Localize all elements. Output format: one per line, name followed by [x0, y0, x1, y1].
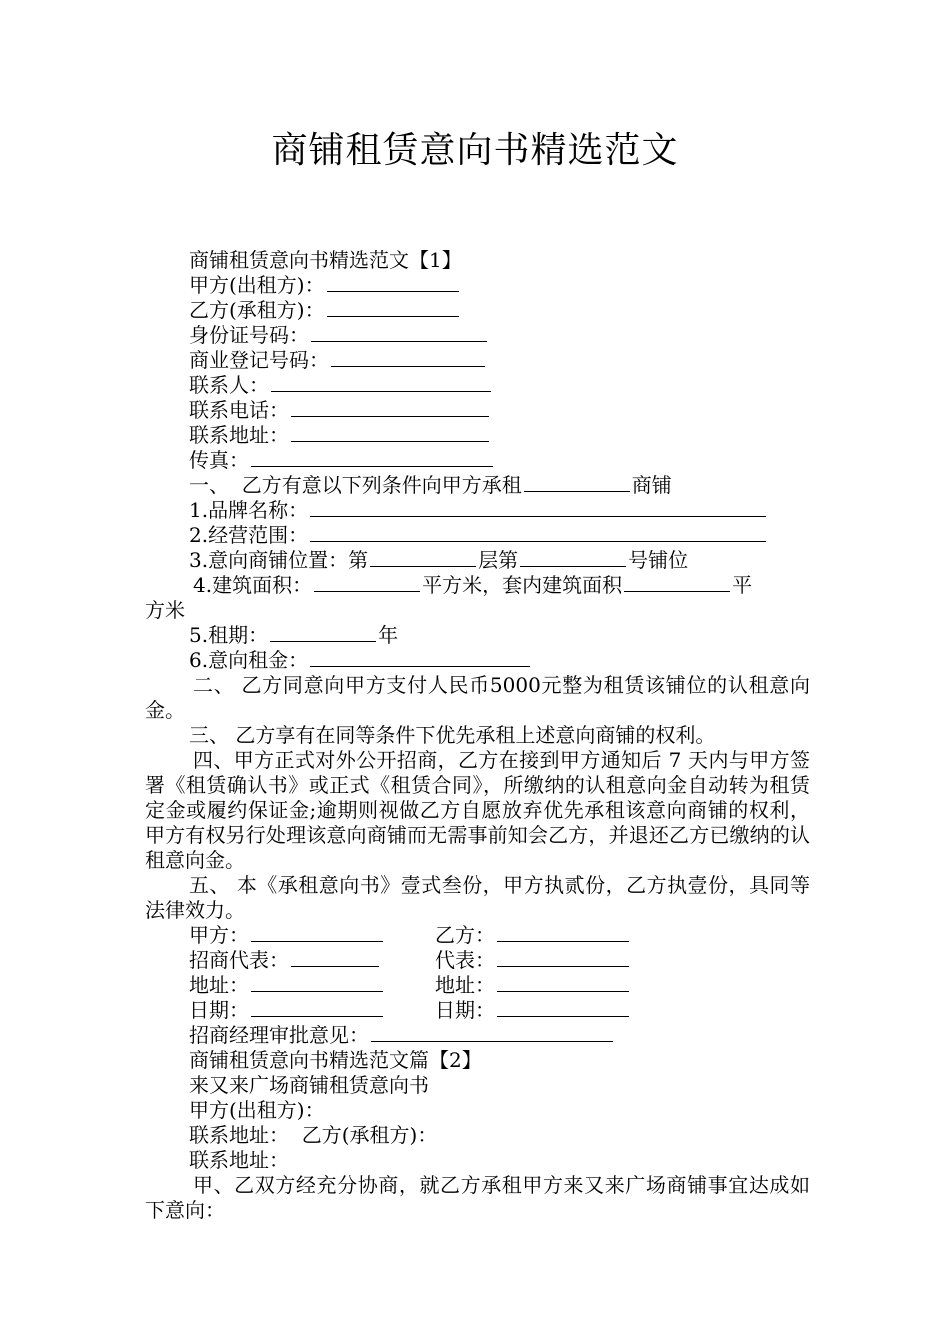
section1-heading: 商铺租赁意向书精选范文【1】: [189, 248, 462, 272]
floor-label: 层第: [478, 548, 519, 572]
representative-a: [189, 948, 435, 973]
location-label: 3.意向商铺位置：第: [189, 548, 369, 572]
signature-row: [145, 923, 810, 948]
fill-blank: [327, 298, 459, 317]
inner-area-label: 平方米，套内建筑面积: [422, 573, 623, 597]
area-label: 4.建筑面积：: [193, 573, 313, 597]
document-body: [145, 248, 810, 1223]
fill-blank: [310, 523, 766, 542]
address-b: [435, 973, 631, 998]
term-unit: 年: [378, 623, 399, 647]
party-a-line: [145, 273, 810, 298]
party-b-line: [145, 298, 810, 323]
section2-party-a: 甲方(出租方)：: [189, 1098, 325, 1122]
fax-label: 传真：: [189, 448, 249, 472]
item2-paragraph: 二、 乙方同意向甲方支付人民币5000元整为租赁该铺位的认租意向金。: [145, 673, 810, 722]
section2-intro: 甲、乙双方经充分协商，就乙方承租甲方来又来广场商铺事宜达成如下意向：: [145, 1173, 810, 1222]
fill-blank: [251, 998, 383, 1017]
date-b: [435, 998, 631, 1023]
section2-subtitle: 来又来广场商铺租赁意向书: [189, 1073, 429, 1097]
representative-b: [435, 948, 631, 973]
area-unit-start: 平: [732, 573, 753, 597]
term-line: [145, 623, 810, 648]
fill-blank: [251, 923, 383, 942]
rent-line: [145, 648, 810, 673]
item1-text: 一、 乙方有意以下列条件向甲方承租: [189, 473, 522, 497]
item5-paragraph: 五、 本《承租意向书》壹式叁份，甲方执贰份，乙方执壹份，具同等法律效力。: [145, 873, 810, 922]
fill-blank: [371, 1023, 613, 1042]
approval-line: [145, 1023, 810, 1048]
scope-label: 2.经营范围：: [189, 523, 309, 547]
date-b-label: 日期：: [435, 998, 495, 1022]
id-label: 身份证号码：: [189, 323, 309, 347]
document-title: 商铺租赁意向书精选范文: [271, 130, 679, 171]
phone-label: 联系电话：: [189, 398, 289, 422]
address-row: [145, 973, 810, 998]
address-line: [145, 423, 810, 448]
term-label: 5.租期：: [189, 623, 269, 647]
rep-a-label: 招商代表：: [189, 948, 289, 972]
fill-blank: [520, 548, 626, 567]
rent-label: 6.意向租金：: [189, 648, 309, 672]
sign-b-label: 乙方：: [435, 923, 495, 947]
fill-blank: [291, 423, 489, 442]
fill-blank: [624, 573, 730, 592]
fill-blank: [497, 948, 629, 967]
representative-row: [145, 948, 810, 973]
fill-blank: [327, 273, 459, 292]
item1-line: [145, 473, 810, 498]
fill-blank: [251, 448, 493, 467]
area-line-continued: 方米: [145, 598, 185, 622]
fill-blank: [497, 973, 629, 992]
approval-label: 招商经理审批意见：: [189, 1023, 369, 1047]
fill-blank: [311, 323, 487, 342]
date-row: [145, 998, 810, 1023]
fill-blank: [271, 373, 491, 392]
biz-reg-line: [145, 348, 810, 373]
addr-b-label: 地址：: [435, 973, 495, 997]
contact-line: [145, 373, 810, 398]
fill-blank: [251, 973, 383, 992]
fill-blank: [310, 648, 530, 667]
fill-blank: [524, 473, 630, 492]
location-line: [145, 548, 810, 573]
address-label: 联系地址：: [189, 423, 289, 447]
date-a-label: 日期：: [189, 998, 249, 1022]
rep-b-label: 代表：: [435, 948, 495, 972]
fill-blank: [291, 948, 379, 967]
section2-address-party-b: 联系地址： 乙方(承租方)：: [189, 1123, 438, 1147]
fill-blank: [314, 573, 420, 592]
scope-line: [145, 523, 810, 548]
section2-address: 联系地址：: [189, 1148, 289, 1172]
item4-paragraph: 四、甲方正式对外公开招商，乙方在接到甲方通知后 7 天内与甲方签署《租赁确认书》或正式《租赁合同》，所缴纳的认租意向金自动转为租赁定金或履约保证金;逾期则视做乙方自愿放弃优先承租该意向商铺的权利，甲方有权另行处理该意向商铺而无需事前知会乙方，并退还乙方已缴纳的认租意向金。: [145, 748, 810, 872]
signature-party-a: [189, 923, 435, 948]
fill-blank: [291, 398, 489, 417]
address-a: [189, 973, 435, 998]
date-a: [189, 998, 435, 1023]
area-line: [145, 573, 810, 598]
party-b-label: 乙方(承租方)：: [189, 298, 325, 322]
fill-blank: [497, 998, 629, 1017]
contact-label: 联系人：: [189, 373, 269, 397]
fill-blank: [310, 498, 766, 517]
id-line: [145, 323, 810, 348]
phone-line: [145, 398, 810, 423]
sign-a-label: 甲方：: [189, 923, 249, 947]
fill-blank: [370, 548, 476, 567]
unit-label: 号铺位: [628, 548, 689, 572]
section2-heading: 商铺租赁意向书精选范文篇【2】: [189, 1048, 482, 1072]
biz-reg-label: 商业登记号码：: [189, 348, 329, 372]
brand-line: [145, 498, 810, 523]
signature-party-b: [435, 923, 631, 948]
fill-blank: [270, 623, 376, 642]
item3-paragraph: 三、 乙方享有在同等条件下优先承租上述意向商铺的权利。: [189, 723, 716, 747]
fill-blank: [497, 923, 629, 942]
item1-suffix: 商铺: [631, 473, 672, 497]
addr-a-label: 地址：: [189, 973, 249, 997]
fill-blank: [331, 348, 485, 367]
brand-label: 1.品牌名称：: [189, 498, 309, 522]
party-a-label: 甲方(出租方)：: [189, 273, 325, 297]
fax-line: [145, 448, 810, 473]
